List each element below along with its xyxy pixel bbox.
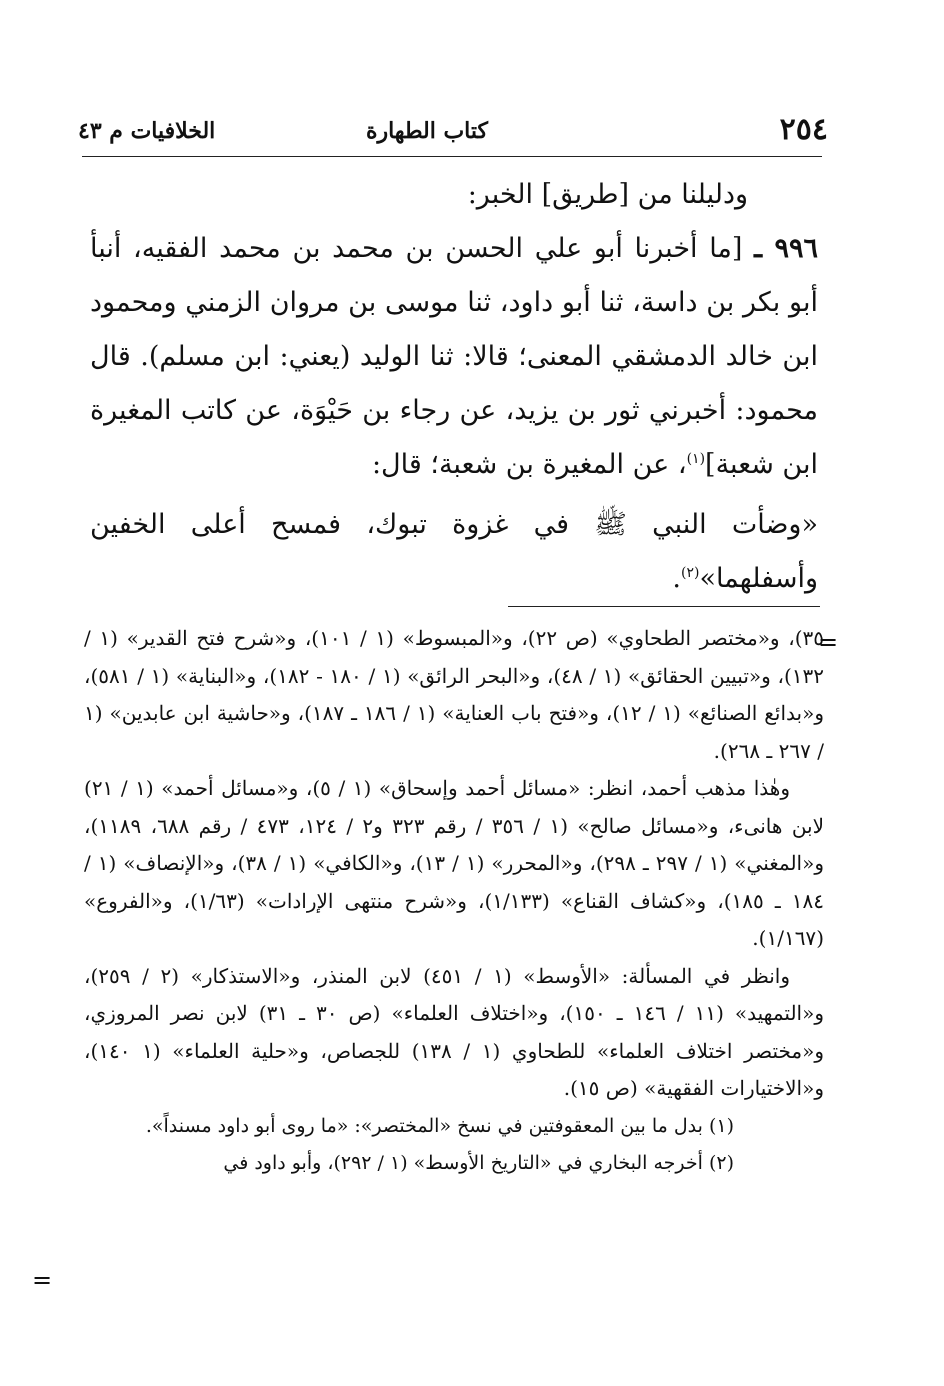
footnote-ref-1[interactable]: (١) [686,451,706,467]
series-label: الخلافيات م ٤٣ [78,118,216,144]
hadith-number: ٩٩٦ ـ [754,233,819,264]
book-title: كتاب الطهارة [365,118,488,144]
isnad-tail: ، عن المغيرة بن شعبة؛ قال: [371,449,687,480]
footnote-ref-2[interactable]: (٢) [680,565,700,581]
continuation-marker-top: = [818,628,839,656]
footnote-separator [508,606,820,607]
footnote-1: (١) بدل ما بين المعقوفتين في نسخ «المختصر»: «ما روى أبو داود مسنداً». [145,1114,734,1137]
intro-line: ودليلنا من [طريق] الخبر: [467,179,748,210]
footnote-ahmad-paragraph: وهٰذا مذهب أحمد، انظر: «مسائل أحمد وإسحاق» (١ / ٥)، و«مسائل أحمد» (١ / ٢١) لابن هانىء، و«مسائل صالح» (١ / ٣٥٦ / رقم ٣٢٣ و٢ / ١٢٤، ٤٧٣ / رقم ٦٨٨، ١١٨٩)، و«المغني» (١ / ٢٩٧ ـ ٢٩٨)، و«المحرر» (١ / ١٣)، و«الكافي» (١ / ٣٨)، و«الإنصاف» (١ / ١٨٤ ـ ١٨٥)، و«كشاف القناع» (١/١٣٣)، و«شرح منتهى الإرادات» (١/٦٣)، و«الفروع» (١/١٦٧). [84,776,825,950]
matn-text: «وضأت النبي ﷺ في غزوة تبوك، فمسح أعلى الخفين وأسفلهما» [90,509,818,594]
page-number: ٢٥٤ [779,112,828,147]
running-header [78,112,828,152]
footnote-masala-paragraph: وانظر في المسألة: «الأوسط» (١ / ٤٥١) لابن المنذر، و«الاستذكار» (٢ / ٢٥٩)، و«التمهيد» (١١ / ١٤٦ ـ ١٥٠)، و«اختلاف العلماء» (ص ٣٠ ـ ٣١) لابن نصر المروزي، و«مختصر اختلاف العلماء» للطحاوي (١ / ١٣٨) للجصاص، و«حلية العلماء» (١ ١٤٠)، و«الاختيارات الفقهية» (ص ١٥). [84,963,825,1100]
footnotes [84,620,824,1183]
isnad-text: [ما أخبرنا أبو علي الحسن بن محمد بن محمد الفقيه، أنبأ أبو بكر بن داسة، ثنا أبو داود، ثنا موسى بن مروان الزمني ومحمود ابن خالد الدمشقي المعنى؛ قالا: ثنا الوليد (يعني: ابن مسلم). قال محمود: أخبرني ثور بن يزيد، عن رجاء بن حَيْوَة، عن كاتب المغيرة ابن شعبة] [90,233,818,480]
footnote-carryover: ٣٥)، و«مختصر الطحاوي» (ص ٢٢)، و«المبسوط» (١ / ١٠١)، و«شرح فتح القدير» (١ / ١٣٢)، و«تبيين الحقائق» (١ / ٤٨)، و«البحر الرائق» (١ / ١٨٠ - ١٨٢)، و«البناية» (١ / ٥٨١)، و«بدائع الصنائع» (١ / ١٢)، و«فتح باب العناية» (١ / ١٨٦ ـ ١٨٧)، و«حاشية ابن عابدين» (١ / ٢٦٧ ـ ٢٦٨). [84,626,825,763]
footnote-2: (٢) أخرجه البخاري في «التاريخ الأوسط» (١ / ٢٩٢)، وأبو داود في [223,1152,734,1174]
hadith-paragraph [90,222,818,492]
main-text [90,168,818,606]
matn-paragraph [90,498,818,606]
matn-end: . [672,563,681,594]
header-rule [82,156,822,157]
continuation-marker-bottom: = [32,1266,53,1294]
